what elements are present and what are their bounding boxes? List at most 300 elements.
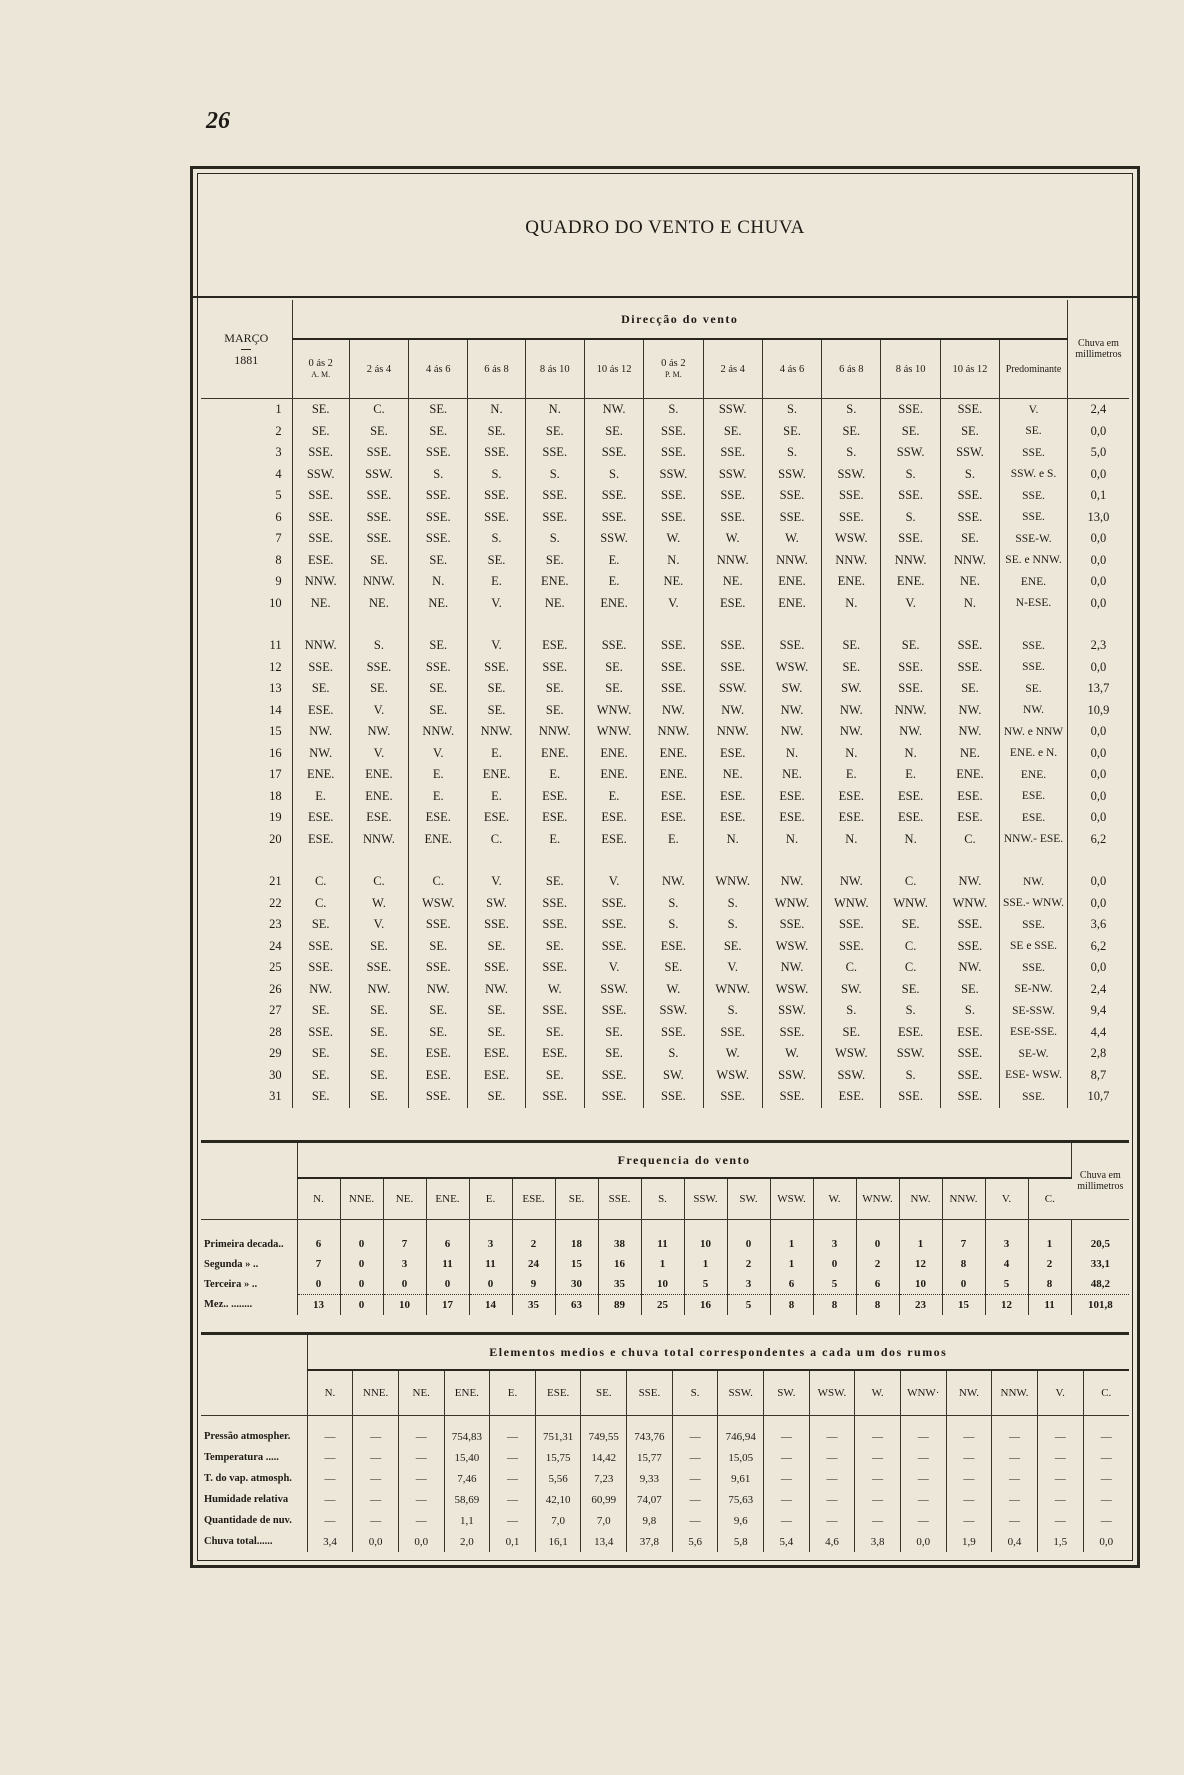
day-cell: 13: [201, 678, 292, 700]
day-cell: 17: [201, 764, 292, 786]
elements-cell: —: [1100, 1493, 1112, 1506]
direction-cell: V.: [468, 635, 525, 657]
direction-cell: WSW.: [822, 1043, 881, 1065]
table-row: [201, 1510, 1129, 1531]
table-row: [201, 871, 1129, 893]
predominant-cell: N-ESE.: [1000, 593, 1068, 615]
direction-cell: V.: [468, 871, 525, 893]
elements-cell: —: [855, 1426, 901, 1447]
wind-frequency-table: [201, 1140, 1129, 1315]
frequency-cell: 5: [727, 1295, 770, 1316]
table-row: [201, 807, 1129, 829]
direction-cell: S.: [644, 399, 703, 421]
day-cell: 7: [201, 528, 292, 550]
period-header-row: [201, 339, 1129, 399]
frequency-cell: 14: [469, 1295, 512, 1316]
predominant-cell: NW.: [1000, 871, 1068, 893]
frequency-column-header: SE.: [555, 1178, 598, 1220]
elements-cell: —: [946, 1489, 992, 1510]
day-cell: 6: [201, 507, 292, 529]
direction-section-title-text: Direcção do vento: [621, 311, 739, 326]
day-cell: 26: [201, 979, 292, 1001]
frequency-cell: 0: [340, 1234, 383, 1254]
elements-cell: —: [855, 1468, 901, 1489]
direction-cell: C.: [409, 871, 468, 893]
direction-cell: S.: [525, 464, 584, 486]
direction-cell: SSE.: [762, 507, 821, 529]
direction-cell: ESE.: [940, 786, 999, 808]
direction-cell: S.: [822, 1000, 881, 1022]
elements-cell: 0,0: [1099, 1535, 1114, 1548]
predominant-cell: ESE.: [1000, 786, 1068, 808]
direction-cell: SE.: [292, 1086, 349, 1108]
elements-column-header: SSE.: [627, 1370, 673, 1416]
elements-cell: —: [1037, 1447, 1083, 1468]
spacer-cell: [353, 1416, 399, 1427]
direction-cell: SE.: [468, 1000, 525, 1022]
direction-cell: SSW.: [703, 464, 762, 486]
elements-cell: —: [764, 1447, 810, 1468]
spacer-cell: [641, 1220, 684, 1235]
direction-cell: ESE.: [822, 1086, 881, 1108]
gap-cell: [881, 850, 940, 871]
period-label: 6 ás 8: [484, 363, 509, 375]
elements-title-row: [201, 1334, 1129, 1371]
direction-cell: SSE.: [822, 507, 881, 529]
direction-cell: NW.: [822, 700, 881, 722]
direction-cell: C.: [822, 957, 881, 979]
day-cell: 27: [201, 1000, 292, 1022]
frequency-cell: 0: [340, 1274, 383, 1295]
direction-cell: SE.: [349, 936, 408, 958]
direction-cell: S.: [703, 914, 762, 936]
direction-cell: SW.: [762, 678, 821, 700]
period-label: 6 ás 8: [839, 363, 864, 375]
elements-cell: —: [1100, 1451, 1112, 1464]
rain-cell: 0,0: [1090, 531, 1107, 546]
gap-cell: [822, 614, 881, 635]
elements-cell: —: [307, 1426, 353, 1447]
elements-cell: —: [946, 1468, 992, 1489]
direction-cell: E.: [292, 786, 349, 808]
direction-cell: SSW.: [703, 678, 762, 700]
elements-cell: 9,8: [627, 1510, 673, 1531]
direction-cell: ESE.: [349, 807, 408, 829]
direction-cell: SSE.: [409, 914, 468, 936]
direction-cell: SSE.: [703, 635, 762, 657]
direction-cell: SSE.: [881, 678, 940, 700]
direction-cell: NW.: [762, 957, 821, 979]
elements-cell: 0,4: [992, 1531, 1038, 1552]
direction-cell: NNW.: [292, 635, 349, 657]
table-row: [201, 1234, 1129, 1254]
period-sub: A. M.: [311, 370, 331, 379]
direction-cell: SSE.: [762, 635, 821, 657]
frequency-cell: 24: [512, 1254, 555, 1274]
direction-cell: ESE.: [468, 1065, 525, 1087]
predominant-cell: SSE.: [1000, 442, 1068, 464]
direction-cell: SSE.: [525, 1000, 584, 1022]
direction-cell: SE.: [349, 421, 408, 443]
spacer-cell: [1028, 1220, 1071, 1235]
frequency-cell: 3: [727, 1274, 770, 1295]
period-label: 10 ás 12: [596, 363, 632, 375]
table-row: [201, 571, 1129, 593]
table-row: [201, 914, 1129, 936]
predominant-cell: SE-NW.: [1000, 979, 1068, 1001]
elements-cell: —: [900, 1447, 946, 1468]
direction-cell: SE.: [525, 1065, 584, 1087]
direction-cell: C.: [468, 829, 525, 851]
rain-cell: 0,0: [1090, 466, 1107, 481]
direction-cell: E.: [525, 829, 584, 851]
period-header-0: [292, 339, 349, 399]
predominant-cell: ENE.: [1000, 764, 1068, 786]
frequency-column-header: NNE.: [340, 1178, 383, 1220]
direction-cell: SSW.: [822, 464, 881, 486]
direction-cell: N.: [881, 829, 940, 851]
direction-cell: SSE.: [525, 1086, 584, 1108]
elements-cell: —: [992, 1426, 1038, 1447]
spacer-cell: [992, 1416, 1038, 1427]
gap-cell: [584, 614, 643, 635]
elements-cell: —: [307, 1510, 353, 1531]
spacer-cell: [899, 1220, 942, 1235]
direction-cell: NW.: [292, 743, 349, 765]
table-row: [201, 743, 1129, 765]
gap-cell: [1067, 614, 1129, 635]
direction-cell: ESE.: [584, 829, 643, 851]
spacer-cell: [512, 1220, 555, 1235]
direction-cell: SSE.: [349, 957, 408, 979]
direction-cell: NW.: [940, 871, 999, 893]
direction-cell: S.: [762, 399, 821, 421]
elements-cell: 0,1: [490, 1531, 536, 1552]
elements-cell: 9,6: [718, 1510, 764, 1531]
direction-cell: SE.: [349, 1000, 408, 1022]
direction-cell: N.: [822, 829, 881, 851]
direction-cell: SSE.: [822, 914, 881, 936]
table-row: [201, 1086, 1129, 1108]
rain-cell: 0,0: [1090, 724, 1107, 739]
direction-cell: ESE.: [822, 807, 881, 829]
direction-cell: ENE.: [409, 829, 468, 851]
elements-cell: 15,75: [535, 1447, 581, 1468]
frequency-rain-header-cell: [1071, 1142, 1129, 1220]
direction-cell: SE.: [703, 421, 762, 443]
elements-column-header: NNW.: [992, 1370, 1038, 1416]
predominant-cell: SSE.: [1000, 1086, 1068, 1108]
day-cell: 9: [201, 571, 292, 593]
rain-cell: 6,2: [1090, 938, 1107, 953]
table-row: [201, 421, 1129, 443]
frequency-cell: 10: [641, 1274, 684, 1295]
frequency-cell: 11: [1028, 1295, 1071, 1316]
frequency-column-header: SSW.: [684, 1178, 727, 1220]
period-header-10: [881, 339, 940, 399]
frequency-section-title: [297, 1142, 1071, 1179]
elements-cell: 7,0: [581, 1510, 627, 1531]
predominant-cell: NW. e NNW: [1000, 721, 1068, 743]
frequency-cell: 2: [727, 1254, 770, 1274]
direction-cell: SSE.: [584, 442, 643, 464]
gap-cell: [468, 850, 525, 871]
direction-cell: SSE.: [703, 442, 762, 464]
direction-cell: SE.: [584, 1022, 643, 1044]
frequency-cell: 25: [641, 1295, 684, 1316]
direction-cell: SE.: [584, 657, 643, 679]
period-label: 2 ás 4: [720, 363, 745, 375]
frequency-cell: 0: [813, 1254, 856, 1274]
elements-cell: 1,9: [946, 1531, 992, 1552]
month-rule: [241, 349, 251, 350]
predominant-cell: SE-W.: [1000, 1043, 1068, 1065]
direction-cell: SSE.: [409, 657, 468, 679]
elements-cell: —: [1037, 1489, 1083, 1510]
rain-cell: 4,4: [1090, 1024, 1107, 1039]
direction-cell: NNW.: [468, 721, 525, 743]
elements-cell: —: [764, 1489, 810, 1510]
direction-cell: S.: [881, 1000, 940, 1022]
elements-cell: 15,05: [718, 1447, 764, 1468]
table-row: [201, 635, 1129, 657]
rain-cell: 6,2: [1090, 831, 1107, 846]
direction-cell: WNW.: [703, 979, 762, 1001]
direction-cell: V.: [349, 914, 408, 936]
direction-cell: ESE.: [468, 1043, 525, 1065]
direction-cell: NW.: [762, 700, 821, 722]
table-row: [201, 399, 1129, 421]
direction-cell: NNW.: [525, 721, 584, 743]
predominant-cell: ESE- WSW.: [1000, 1065, 1068, 1087]
elements-cell: 5,6: [672, 1531, 718, 1552]
direction-cell: SE.: [525, 550, 584, 572]
direction-cell: ENE.: [762, 593, 821, 615]
elements-cell: 5,4: [764, 1531, 810, 1552]
elements-cell: 0,0: [353, 1531, 399, 1552]
direction-cell: V.: [409, 743, 468, 765]
direction-cell: SSE.: [584, 507, 643, 529]
rain-cell: 10,7: [1087, 1089, 1110, 1104]
day-cell: 31: [201, 1086, 292, 1108]
elements-column-header: E.: [490, 1370, 536, 1416]
elements-cell: —: [992, 1489, 1038, 1510]
direction-cell: S.: [349, 635, 408, 657]
rain-cell: 0,0: [1090, 810, 1107, 825]
direction-cell: SE.: [525, 700, 584, 722]
gap-cell: [1000, 614, 1068, 635]
period-sub: P. M.: [665, 370, 682, 379]
frequency-cell: 6: [297, 1234, 340, 1254]
direction-cell: SSE.: [409, 507, 468, 529]
frequency-rain-cell: 20,5: [1090, 1238, 1110, 1250]
predominant-cell: SE.: [1000, 421, 1068, 443]
spacer-cell: [535, 1416, 581, 1427]
direction-cell: NNW.: [881, 550, 940, 572]
direction-cell: SSE.: [409, 957, 468, 979]
elements-column-header: C.: [1083, 1370, 1129, 1416]
elements-cell: —: [992, 1447, 1038, 1468]
direction-cell: ENE.: [584, 764, 643, 786]
direction-cell: ESE.: [703, 786, 762, 808]
frequency-cell: 4: [985, 1254, 1028, 1274]
rain-cell: 0,0: [1090, 552, 1107, 567]
direction-cell: ESE.: [468, 807, 525, 829]
direction-cell: E.: [584, 550, 643, 572]
direction-cell: S.: [525, 528, 584, 550]
direction-cell: SSE.: [292, 657, 349, 679]
page-title: QUADRO DO VENTO E CHUVA: [525, 217, 805, 238]
elements-cell: —: [855, 1510, 901, 1531]
elements-cell: 5,8: [718, 1531, 764, 1552]
direction-cell: NNW.: [644, 721, 703, 743]
table-row: [201, 550, 1129, 572]
direction-cell: WNW.: [584, 721, 643, 743]
spacer-cell: [297, 1220, 340, 1235]
elements-cell: —: [353, 1447, 399, 1468]
elements-cell: —: [809, 1468, 855, 1489]
rain-cell: 13,0: [1087, 509, 1110, 524]
elements-cell: 14,42: [581, 1447, 627, 1468]
spacer-cell: [672, 1416, 718, 1427]
direction-cell: NW.: [349, 979, 408, 1001]
direction-cell: SSW.: [762, 1000, 821, 1022]
direction-cell: SE.: [349, 550, 408, 572]
spacer-cell: [684, 1220, 727, 1235]
direction-cell: SSE.: [940, 507, 999, 529]
table-row: [201, 957, 1129, 979]
frequency-cell: 35: [598, 1274, 641, 1295]
direction-cell: SSE.: [644, 485, 703, 507]
direction-cell: C.: [881, 871, 940, 893]
frequency-rain-cell: 101,8: [1071, 1295, 1129, 1316]
day-cell: 29: [201, 1043, 292, 1065]
frequency-cell: 11: [469, 1254, 512, 1274]
spacer-cell: [813, 1220, 856, 1235]
spacer-cell: [1083, 1416, 1129, 1427]
period-label: 4 ás 6: [426, 363, 451, 375]
frequency-cell: 3: [985, 1234, 1028, 1254]
frequency-cell: 2: [1028, 1254, 1071, 1274]
elements-row-label: T. do vap. atmosph.: [201, 1468, 307, 1489]
direction-cell: SSE.: [292, 936, 349, 958]
direction-cell: SSE.: [349, 485, 408, 507]
spacer-cell: [856, 1220, 899, 1235]
predominant-cell: SSE.: [1000, 914, 1068, 936]
table-row: [201, 721, 1129, 743]
gap-cell: [762, 614, 821, 635]
direction-cell: ESE.: [525, 635, 584, 657]
elements-cell: —: [855, 1489, 901, 1510]
direction-cell: ESE.: [822, 786, 881, 808]
direction-cell: S.: [881, 507, 940, 529]
direction-cell: E.: [468, 743, 525, 765]
direction-cell: SE.: [940, 528, 999, 550]
gap-cell: [940, 850, 999, 871]
direction-cell: NE.: [762, 764, 821, 786]
elements-row-label: Humidade relativa: [201, 1489, 307, 1510]
direction-cell: SSW.: [584, 528, 643, 550]
rain-cell: 13,7: [1087, 681, 1110, 696]
table-row: [201, 657, 1129, 679]
direction-cell: C.: [349, 399, 408, 421]
frequency-cell: 0: [340, 1254, 383, 1274]
direction-cell: E.: [584, 571, 643, 593]
spacer-cell: [985, 1220, 1028, 1235]
direction-cell: SSE.: [468, 914, 525, 936]
elements-cell: 15,77: [627, 1447, 673, 1468]
direction-cell: SSE.: [644, 442, 703, 464]
direction-cell: SSE.: [703, 485, 762, 507]
direction-cell: N.: [703, 829, 762, 851]
rain-cell: 2,3: [1090, 638, 1107, 653]
frequency-cell: 13: [297, 1295, 340, 1316]
direction-cell: NE.: [409, 593, 468, 615]
direction-cell: NE.: [525, 593, 584, 615]
direction-cell: V.: [349, 700, 408, 722]
direction-cell: WNW.: [584, 700, 643, 722]
gap-cell: [1067, 850, 1129, 871]
frequency-cell: 15: [942, 1295, 985, 1316]
direction-cell: C.: [292, 893, 349, 915]
frequency-cell: 38: [598, 1234, 641, 1254]
frequency-section-title-text: Frequencia do vento: [617, 1152, 751, 1167]
spacer-cell: [727, 1220, 770, 1235]
spacer-cell: [946, 1416, 992, 1427]
direction-cell: SE.: [409, 550, 468, 572]
direction-cell: SSE.: [644, 657, 703, 679]
frequency-cell: 8: [813, 1295, 856, 1316]
table-row: [201, 1531, 1129, 1552]
direction-cell: N.: [762, 743, 821, 765]
direction-cell: SE.: [349, 678, 408, 700]
spacer-cell: [770, 1220, 813, 1235]
direction-cell: ESE.: [881, 1022, 940, 1044]
direction-cell: SE.: [468, 1022, 525, 1044]
elements-cell: 9,33: [627, 1468, 673, 1489]
direction-cell: SSE.: [940, 657, 999, 679]
elements-cell: —: [490, 1489, 536, 1510]
rain-cell: 0,0: [1090, 788, 1107, 803]
direction-cell: NE.: [644, 571, 703, 593]
frequency-cell: 3: [813, 1234, 856, 1254]
elements-column-header: WSW.: [809, 1370, 855, 1416]
elements-cell: —: [1037, 1510, 1083, 1531]
direction-cell: SSW.: [644, 464, 703, 486]
table-row: [201, 1254, 1129, 1274]
predominant-cell: V.: [1000, 399, 1068, 421]
elements-cell: —: [398, 1510, 444, 1531]
direction-cell: NE.: [940, 571, 999, 593]
elements-cell: 1,5: [1037, 1531, 1083, 1552]
day-cell: 4: [201, 464, 292, 486]
direction-cell: ENE.: [881, 571, 940, 593]
direction-cell: E.: [881, 764, 940, 786]
day-cell: 19: [201, 807, 292, 829]
direction-cell: SSW.: [822, 1065, 881, 1087]
frequency-column-header: WNW.: [856, 1178, 899, 1220]
direction-cell: V.: [644, 593, 703, 615]
direction-cell: SSE.: [525, 957, 584, 979]
frequency-cell: 8: [942, 1254, 985, 1274]
frequency-cell: 11: [426, 1254, 469, 1274]
elements-column-header: S.: [672, 1370, 718, 1416]
spacer-cell: [718, 1416, 764, 1427]
elements-column-header: V.: [1037, 1370, 1083, 1416]
direction-cell: SSE.: [940, 1086, 999, 1108]
frequency-cell: 8: [856, 1295, 899, 1316]
direction-cell: NW.: [940, 700, 999, 722]
